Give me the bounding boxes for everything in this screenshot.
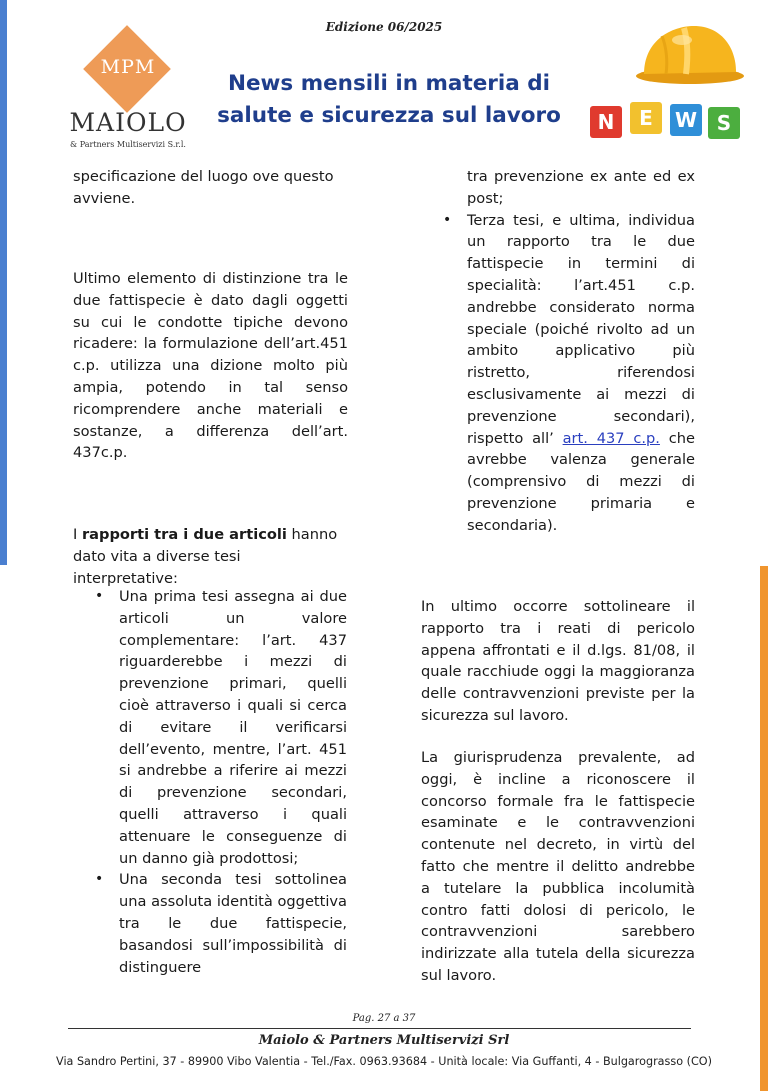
bullet-2-continuation: tra prevenzione ex ante ed ex post; bbox=[467, 168, 695, 207]
list-item bbox=[95, 869, 347, 978]
left-column-block-2 bbox=[73, 268, 348, 464]
list-item bbox=[95, 586, 347, 869]
art-437-link[interactable]: art. 437 c.p. bbox=[562, 429, 660, 447]
news-cube-s: S bbox=[708, 107, 740, 139]
paragraph-5: La giurisprudenza prevalente, ad oggi, è incline a riconoscere il concorso formale fra le fattispecie esaminate e le contravvenzioni contenute nel decreto, in virtù del fatto che mentre il delitto andrebbe a tutelare la pubblica incolumità contro fatti dolosi di pericolo, le contravvenzioni sarebbero indirizzate alla tutela della sicurezza sul lavoro. bbox=[421, 749, 695, 984]
p3-bold: rapporti tra i due articoli bbox=[81, 526, 287, 543]
paragraph-3 bbox=[73, 524, 348, 589]
paragraph-2: Ultimo elemento di distinzione tra le due fattispecie è dato dagli oggetti su cui le condotte tipiche devono ricadere: la formulazione dell’art.451 c.p. utilizza una dizione molto più ampia, potendo in tal senso ricomprendere anche materiali e sostanze, a differenza dell’art. 437c.p. bbox=[73, 270, 348, 462]
right-column-block-2 bbox=[421, 596, 695, 727]
right-column-top bbox=[443, 166, 695, 537]
bullet-icon: • bbox=[95, 588, 104, 604]
logo-subtitle: & Partners Multiservizi S.r.l. bbox=[70, 140, 186, 149]
thesis-list-left bbox=[95, 586, 347, 978]
headline-line-1: News mensili in materia di bbox=[227, 71, 551, 96]
news-cubes-icon bbox=[588, 100, 748, 140]
footer-company: Maiolo & Partners Multiservizi Srl bbox=[258, 1033, 510, 1048]
left-column-block-3 bbox=[73, 524, 348, 589]
news-cube-n: N bbox=[590, 106, 622, 138]
list-item bbox=[443, 210, 695, 537]
left-bullets bbox=[95, 586, 347, 978]
paragraph-4: In ultimo occorre sottolineare il rapporto tra i reati di pericolo appena affrontati e il d.lgs. 81/08, il quale racchiude oggi la maggioranza delle contravvenzioni previste per la sicurezza sul lavoro. bbox=[421, 598, 695, 724]
footer-address: Via Sandro Pertini, 37 - 89900 Vibo Valentia - Tel./Fax. 0963.93684 - Unità locale: Via Guffanti, 4 - Bulgarograsso (CO) bbox=[56, 1055, 712, 1068]
company-logo bbox=[62, 28, 194, 154]
edition-label: Edizione 06/2025 bbox=[325, 20, 443, 34]
page-number: Pag. 27 a 37 bbox=[352, 1013, 416, 1024]
bullet-1-text: Una prima tesi assegna ai due articoli un valore complementare: l’art. 437 riguarderebbe i mezzi di prevenzione primari, quelli cioè attraverso i quali si cerca di evitare il verificarsi dell’evento, mentre, l’art. 451 si andrebbe a riferire ai mezzi di prevenzione secondari, quelli attraverso i quali attenuare le conseguenze di un danno già prodottosi; bbox=[119, 588, 347, 867]
logo-mpm: MPM bbox=[100, 56, 156, 78]
left-column bbox=[73, 166, 348, 210]
news-cube-e: E bbox=[630, 102, 662, 134]
helmet-icon bbox=[622, 22, 746, 86]
left-accent-bar bbox=[0, 0, 7, 565]
paragraph-1: specificazione del luogo ove questo avviene. bbox=[73, 168, 334, 207]
thesis-list-right bbox=[443, 210, 695, 537]
footer-divider bbox=[68, 1028, 691, 1029]
headline-line-2: salute e sicurezza sul lavoro bbox=[217, 103, 561, 128]
p3-post: hanno dato vita a diverse tesi interpretative: bbox=[73, 526, 338, 587]
bullet-icon: • bbox=[443, 211, 452, 228]
bullet-3-pre: Terza tesi, e ultima, individua un rapporto tra le due fattispecie in termini di specialità: l’art.451 c.p. andrebbe considerato norma speciale (poiché rivolto ad un ambito applicativo più ristretto, riferendosi esclusivamente ai mezzi di prevenzione secondari), rispetto all’ bbox=[467, 211, 695, 447]
bullet-3-post: che avrebbe valenza generale (comprensivo di mezzi di prevenzione primaria e secondaria). bbox=[467, 429, 695, 534]
p3-pre: I bbox=[73, 526, 82, 543]
news-cube-w: W bbox=[670, 104, 702, 136]
bullet-icon: • bbox=[95, 871, 104, 888]
logo-name: MAIOLO bbox=[69, 108, 187, 137]
right-column-block-3 bbox=[421, 747, 695, 987]
bullet-2-text: Una seconda tesi sottolinea una assoluta identità oggettiva tra le due fattispecie, basandosi sull’impossibilità di distinguere bbox=[119, 871, 347, 976]
page-headline bbox=[200, 68, 578, 132]
